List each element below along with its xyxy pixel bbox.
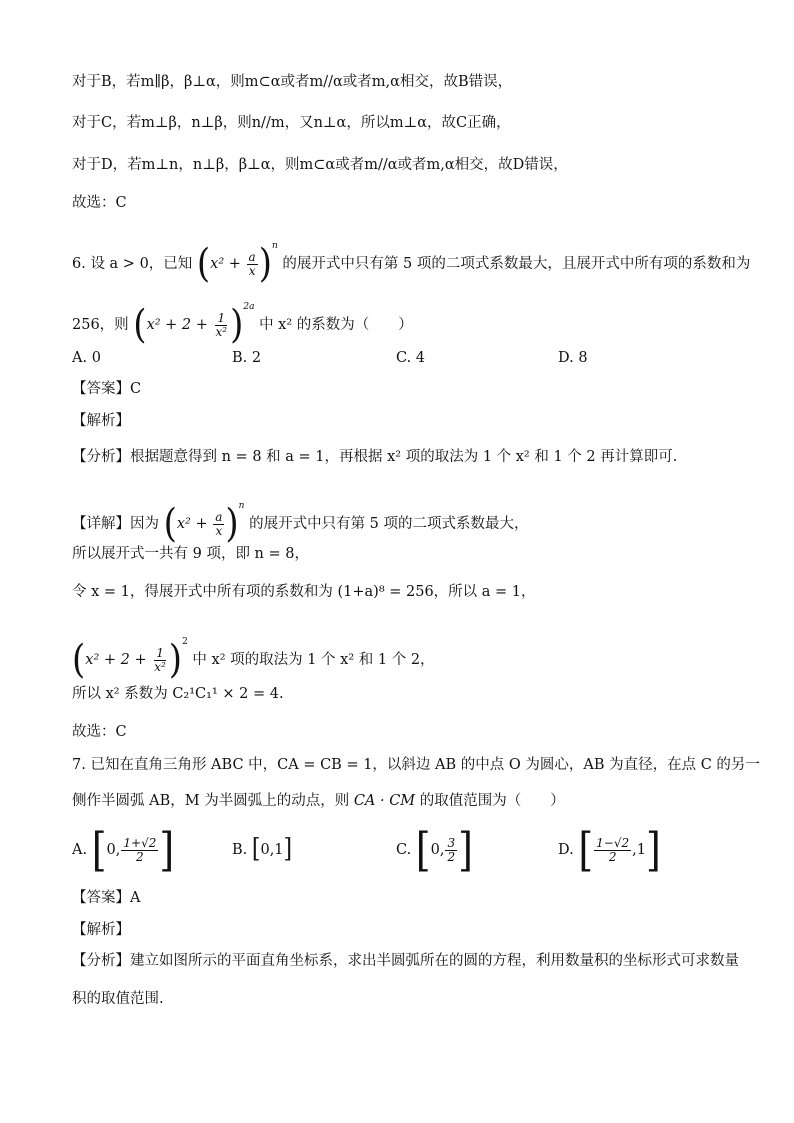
fraction-den: x bbox=[215, 523, 223, 538]
exponent: 2a bbox=[243, 302, 255, 312]
math-term: ,1 bbox=[632, 842, 646, 858]
text-line: 对于C，若m⊥β，n⊥β，则n//m，又n⊥α，所以m⊥α，故C正确， bbox=[72, 115, 511, 131]
math-fraction bbox=[121, 837, 158, 864]
analysis-label: 【解析】 bbox=[72, 922, 130, 938]
math-op: + bbox=[195, 516, 208, 532]
fraction-num: a bbox=[215, 509, 223, 524]
text-line: 故选：C bbox=[72, 195, 127, 211]
text-span: 256，则 bbox=[72, 317, 129, 333]
fraction-den: 2 bbox=[608, 849, 617, 864]
text-span: 【详解】因为 bbox=[72, 516, 159, 532]
analysis-label: 【解析】 bbox=[72, 413, 130, 429]
bracket-right: ] bbox=[283, 834, 293, 865]
fraction-num: a bbox=[248, 249, 256, 264]
fraction-num: 1 bbox=[217, 310, 226, 325]
paren-left: ( bbox=[163, 501, 177, 547]
paren-left: ( bbox=[196, 241, 211, 287]
bracket-left: [ bbox=[578, 823, 594, 877]
bracket-right: ] bbox=[645, 823, 661, 877]
paren-right: ) bbox=[258, 241, 272, 287]
detail-line: 故选：C bbox=[72, 724, 127, 740]
analysis-line: 【分析】建立如图所示的平面直角坐标系，求出半圆弧所在的圆的方程，利用数量积的坐标形式可求数量 bbox=[72, 953, 739, 969]
fraction-num: 1+√2 bbox=[123, 835, 157, 850]
bracket-left: [ bbox=[91, 823, 107, 877]
math-fraction bbox=[214, 312, 230, 339]
fraction-den: x² bbox=[215, 324, 228, 339]
answer-label: 【答案】C bbox=[72, 381, 142, 397]
math-term: 0, bbox=[430, 842, 445, 858]
detail-line bbox=[72, 632, 435, 683]
fraction-num: 1−√2 bbox=[596, 835, 630, 850]
exponent: n bbox=[271, 241, 278, 251]
exponent: n bbox=[238, 501, 245, 511]
paren-right: ) bbox=[225, 501, 239, 547]
text-span: 6. 设 a > 0，已知 bbox=[72, 256, 193, 272]
bracket-right: ] bbox=[458, 823, 473, 877]
text-span: 的展开式中只有第 5 项的二项式系数最大， bbox=[249, 516, 529, 532]
fraction-num: 3 bbox=[447, 835, 456, 850]
math-fraction bbox=[594, 837, 631, 864]
bracket-left: [ bbox=[415, 823, 431, 877]
paren-left: ( bbox=[72, 637, 86, 683]
option-b[interactable] bbox=[232, 830, 292, 870]
question-7-line-2 bbox=[72, 791, 565, 811]
fraction-den: 2 bbox=[136, 849, 144, 864]
answer-label: 【答案】A bbox=[72, 890, 141, 906]
question-6-line-2 bbox=[72, 297, 413, 348]
detail-line: 所以展开式一共有 9 项，即 n = 8， bbox=[72, 546, 309, 562]
option-label: D. bbox=[558, 842, 574, 858]
exponent: 2 bbox=[182, 637, 188, 647]
bracket-left: [ bbox=[251, 834, 261, 865]
paren-right: ) bbox=[168, 637, 183, 683]
text-span: 中 x² 项的取法为 1 个 x² 和 1 个 2， bbox=[192, 652, 435, 668]
option-a[interactable] bbox=[72, 823, 175, 877]
vector-dot-product: CA · CM bbox=[353, 793, 416, 809]
detail-line: 所以 x² 系数为 C₂¹C₁¹ × 2 = 4. bbox=[72, 686, 284, 702]
math-fraction bbox=[445, 837, 457, 864]
math-fraction bbox=[213, 511, 224, 538]
option-a[interactable]: A. 0 bbox=[72, 350, 101, 366]
option-label: A. bbox=[72, 842, 88, 858]
text-span: 的展开式中只有第 5 项的二项式系数最大，且展开式中所有项的系数和为 bbox=[282, 256, 751, 272]
paren-left: ( bbox=[133, 302, 147, 348]
math-term: 0, bbox=[106, 842, 121, 858]
detail-line: 令 x = 1，得展开式中所有项的系数和为 (1+a)⁸ = 256，所以 a = 1， bbox=[72, 584, 536, 600]
option-d[interactable]: D. 8 bbox=[558, 350, 588, 366]
option-c[interactable]: C. 4 bbox=[396, 350, 426, 366]
fraction-den: x bbox=[248, 263, 256, 278]
paren-right: ) bbox=[230, 302, 244, 348]
text-span: 的取值范围为（ ） bbox=[419, 793, 565, 809]
math-term: x² + 2 + bbox=[85, 652, 147, 668]
text-line: 对于B，若m∥β，β⊥α，则m⊂α或者m//α或者m,α相交，故B错误， bbox=[72, 74, 513, 90]
math-op: + bbox=[228, 256, 241, 272]
math-fraction bbox=[152, 647, 168, 674]
text-span: 中 x² 的系数为（ ） bbox=[259, 317, 413, 333]
option-label: C. bbox=[396, 842, 412, 858]
math-term: x² bbox=[176, 516, 191, 532]
math-term: x² bbox=[210, 256, 225, 272]
option-b[interactable]: B. 2 bbox=[232, 350, 262, 366]
math-term: x² + 2 + bbox=[146, 317, 208, 333]
analysis-line: 【分析】根据题意得到 n = 8 和 a = 1，再根据 x² 项的取法为 1 个 x² 和 1 个 2 再计算即可. bbox=[72, 449, 678, 465]
question-6-line-1 bbox=[72, 236, 751, 287]
fraction-den: 2 bbox=[447, 849, 456, 864]
option-d[interactable] bbox=[558, 823, 661, 877]
math-fraction bbox=[247, 251, 258, 278]
bracket-right: ] bbox=[159, 823, 175, 877]
question-7-line-1: 7. 已知在直角三角形 ABC 中，CA = CB = 1，以斜边 AB 的中点 O 为圆心，AB 为直径，在点 C 的另一 bbox=[72, 757, 760, 773]
math-term: 0,1 bbox=[260, 842, 284, 858]
text-span: 侧作半圆弧 AB，M 为半圆弧上的动点，则 bbox=[72, 793, 350, 809]
option-label: B. bbox=[232, 842, 248, 858]
fraction-num: 1 bbox=[156, 645, 164, 660]
analysis-line: 积的取值范围. bbox=[72, 991, 164, 1007]
option-c[interactable] bbox=[396, 823, 473, 877]
text-line: 对于D，若m⊥n，n⊥β，β⊥α，则m⊂α或者m//α或者m,α相交，故D错误， bbox=[72, 157, 568, 173]
fraction-den: x² bbox=[154, 659, 166, 674]
detail-line bbox=[72, 496, 529, 547]
